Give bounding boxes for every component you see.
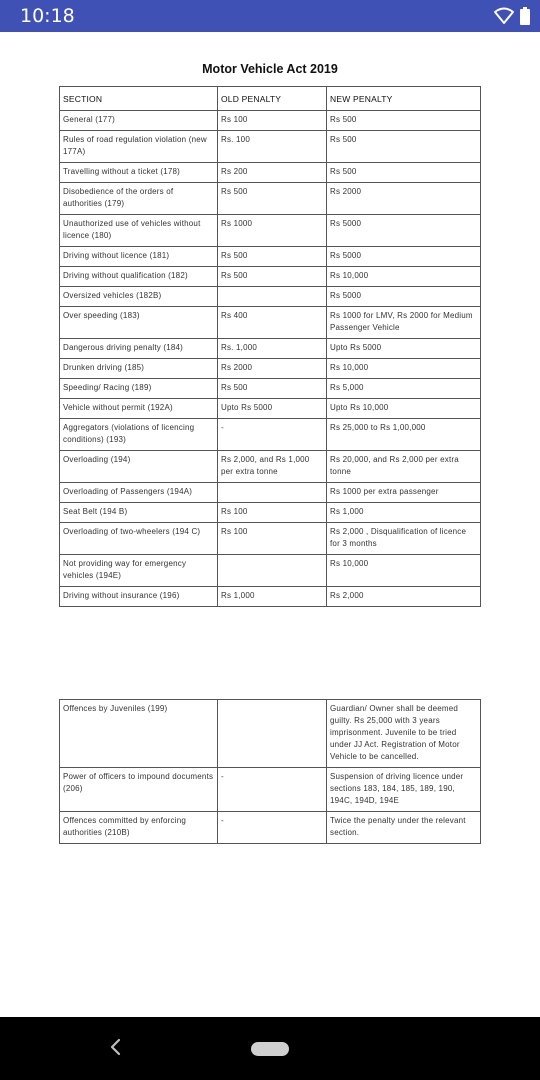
table-row: [60, 812, 481, 844]
table-row: [60, 587, 481, 607]
back-icon[interactable]: [106, 1034, 126, 1065]
document-title: Motor Vehicle Act 2019: [202, 62, 338, 76]
header-section: SECTION: [60, 87, 218, 111]
cell-section: Offences by Juveniles (199): [60, 700, 218, 768]
cell-old-penalty: Rs 500: [218, 183, 327, 215]
cell-section: Not providing way for emergency vehicles (194E): [60, 555, 218, 587]
cell-section: Disobedience of the orders of authorities (179): [60, 183, 218, 215]
cell-old-penalty: Rs 100: [218, 111, 327, 131]
cell-section: General (177): [60, 111, 218, 131]
cell-new-penalty: Suspension of driving licence under sections 183, 184, 185, 189, 190, 194C, 194D, 194E: [327, 768, 481, 812]
home-pill-icon[interactable]: [251, 1042, 289, 1056]
cell-new-penalty: Rs 1,000: [327, 503, 481, 523]
table-row: [60, 339, 481, 359]
cell-new-penalty: Rs 20,000, and Rs 2,000 per extra tonne: [327, 451, 481, 483]
cell-old-penalty: Rs 2,000, and Rs 1,000 per extra tonne: [218, 451, 327, 483]
table-row: [60, 555, 481, 587]
cell-old-penalty: Rs 400: [218, 307, 327, 339]
table-row: [60, 111, 481, 131]
table-row: [60, 307, 481, 339]
cell-new-penalty: Rs 2,000 , Disqualification of licence for 3 months: [327, 523, 481, 555]
cell-old-penalty: [218, 700, 327, 768]
cell-new-penalty: Rs 5000: [327, 247, 481, 267]
cell-old-penalty: Rs 100: [218, 523, 327, 555]
cell-new-penalty: Rs 500: [327, 111, 481, 131]
cell-section: Driving without qualification (182): [60, 267, 218, 287]
table-row: [60, 419, 481, 451]
cell-section: Offences committed by enforcing authorities (210B): [60, 812, 218, 844]
cell-section: Rules of road regulation violation (new 177A): [60, 131, 218, 163]
table-row: [60, 359, 481, 379]
status-time: 10:18: [20, 5, 75, 27]
cell-new-penalty: Rs 10,000: [327, 555, 481, 587]
cell-old-penalty: -: [218, 419, 327, 451]
cell-old-penalty: Rs. 100: [218, 131, 327, 163]
penalty-table: [59, 86, 481, 607]
cell-section: Aggregators (violations of licencing conditions) (193): [60, 419, 218, 451]
cell-section: Oversized vehicles (182B): [60, 287, 218, 307]
cell-old-penalty: Rs 100: [218, 503, 327, 523]
table-row: [60, 768, 481, 812]
header-old-penalty: OLD PENALTY: [218, 87, 327, 111]
cell-new-penalty: Rs 500: [327, 163, 481, 183]
table-row: [60, 483, 481, 503]
cell-new-penalty: Upto Rs 5000: [327, 339, 481, 359]
cell-section: Power of officers to impound documents (206): [60, 768, 218, 812]
cell-old-penalty: Rs 500: [218, 379, 327, 399]
table-row: [60, 523, 481, 555]
cell-new-penalty: Rs 10,000: [327, 267, 481, 287]
cell-section: Overloading of two-wheelers (194 C): [60, 523, 218, 555]
cell-old-penalty: Rs 500: [218, 267, 327, 287]
cell-old-penalty: -: [218, 812, 327, 844]
cell-new-penalty: Rs 1000 for LMV, Rs 2000 for Medium Passenger Vehicle: [327, 307, 481, 339]
cell-old-penalty: [218, 287, 327, 307]
cell-new-penalty: Rs 5000: [327, 215, 481, 247]
cell-section: Dangerous driving penalty (184): [60, 339, 218, 359]
penalty-table-continued: [59, 699, 481, 844]
status-bar: [0, 0, 540, 32]
table-row: [60, 451, 481, 483]
table-row: [60, 503, 481, 523]
table-header-row: [60, 87, 481, 111]
cell-new-penalty: Rs 2000: [327, 183, 481, 215]
cell-new-penalty: Upto Rs 10,000: [327, 399, 481, 419]
table-row: [60, 131, 481, 163]
header-new-penalty: NEW PENALTY: [327, 87, 481, 111]
cell-section: Overloading (194): [60, 451, 218, 483]
cell-old-penalty: Rs 1000: [218, 215, 327, 247]
table-row: [60, 163, 481, 183]
cell-section: Seat Belt (194 B): [60, 503, 218, 523]
cell-section: Driving without insurance (196): [60, 587, 218, 607]
cell-new-penalty: Rs 1000 per extra passenger: [327, 483, 481, 503]
cell-old-penalty: [218, 483, 327, 503]
cell-section: Overloading of Passengers (194A): [60, 483, 218, 503]
cell-new-penalty: Twice the penalty under the relevant section.: [327, 812, 481, 844]
cell-section: Vehicle without permit (192A): [60, 399, 218, 419]
cell-section: Drunken driving (185): [60, 359, 218, 379]
cell-old-penalty: Upto Rs 5000: [218, 399, 327, 419]
cell-section: Travelling without a ticket (178): [60, 163, 218, 183]
cell-new-penalty: Rs 500: [327, 131, 481, 163]
cell-old-penalty: Rs 500: [218, 247, 327, 267]
cell-old-penalty: [218, 555, 327, 587]
cell-old-penalty: -: [218, 768, 327, 812]
cell-old-penalty: Rs 2000: [218, 359, 327, 379]
table-row: [60, 379, 481, 399]
table-row: [60, 183, 481, 215]
cell-section: Driving without licence (181): [60, 247, 218, 267]
cell-section: Over speeding (183): [60, 307, 218, 339]
cell-new-penalty: Rs 5,000: [327, 379, 481, 399]
cell-new-penalty: Rs 10,000: [327, 359, 481, 379]
cell-new-penalty: Rs 2,000: [327, 587, 481, 607]
cell-section: Speeding/ Racing (189): [60, 379, 218, 399]
cell-section: Unauthorized use of vehicles without licence (180): [60, 215, 218, 247]
cell-new-penalty: Guardian/ Owner shall be deemed guilty. Rs 25,000 with 3 years imprisonment. Juvenile to be tried under JJ Act. Registration of Motor Vehicle to be cancelled.: [327, 700, 481, 768]
battery-icon: [520, 7, 530, 30]
cell-old-penalty: Rs 200: [218, 163, 327, 183]
table-row: [60, 700, 481, 768]
table-row: [60, 399, 481, 419]
wifi-icon: [494, 7, 514, 30]
cell-old-penalty: Rs 1,000: [218, 587, 327, 607]
cell-new-penalty: Rs 25,000 to Rs 1,00,000: [327, 419, 481, 451]
table-row: [60, 267, 481, 287]
table-row: [60, 247, 481, 267]
navigation-bar: [0, 1017, 540, 1080]
cell-new-penalty: Rs 5000: [327, 287, 481, 307]
table-row: [60, 215, 481, 247]
cell-old-penalty: Rs. 1,000: [218, 339, 327, 359]
table-row: [60, 287, 481, 307]
